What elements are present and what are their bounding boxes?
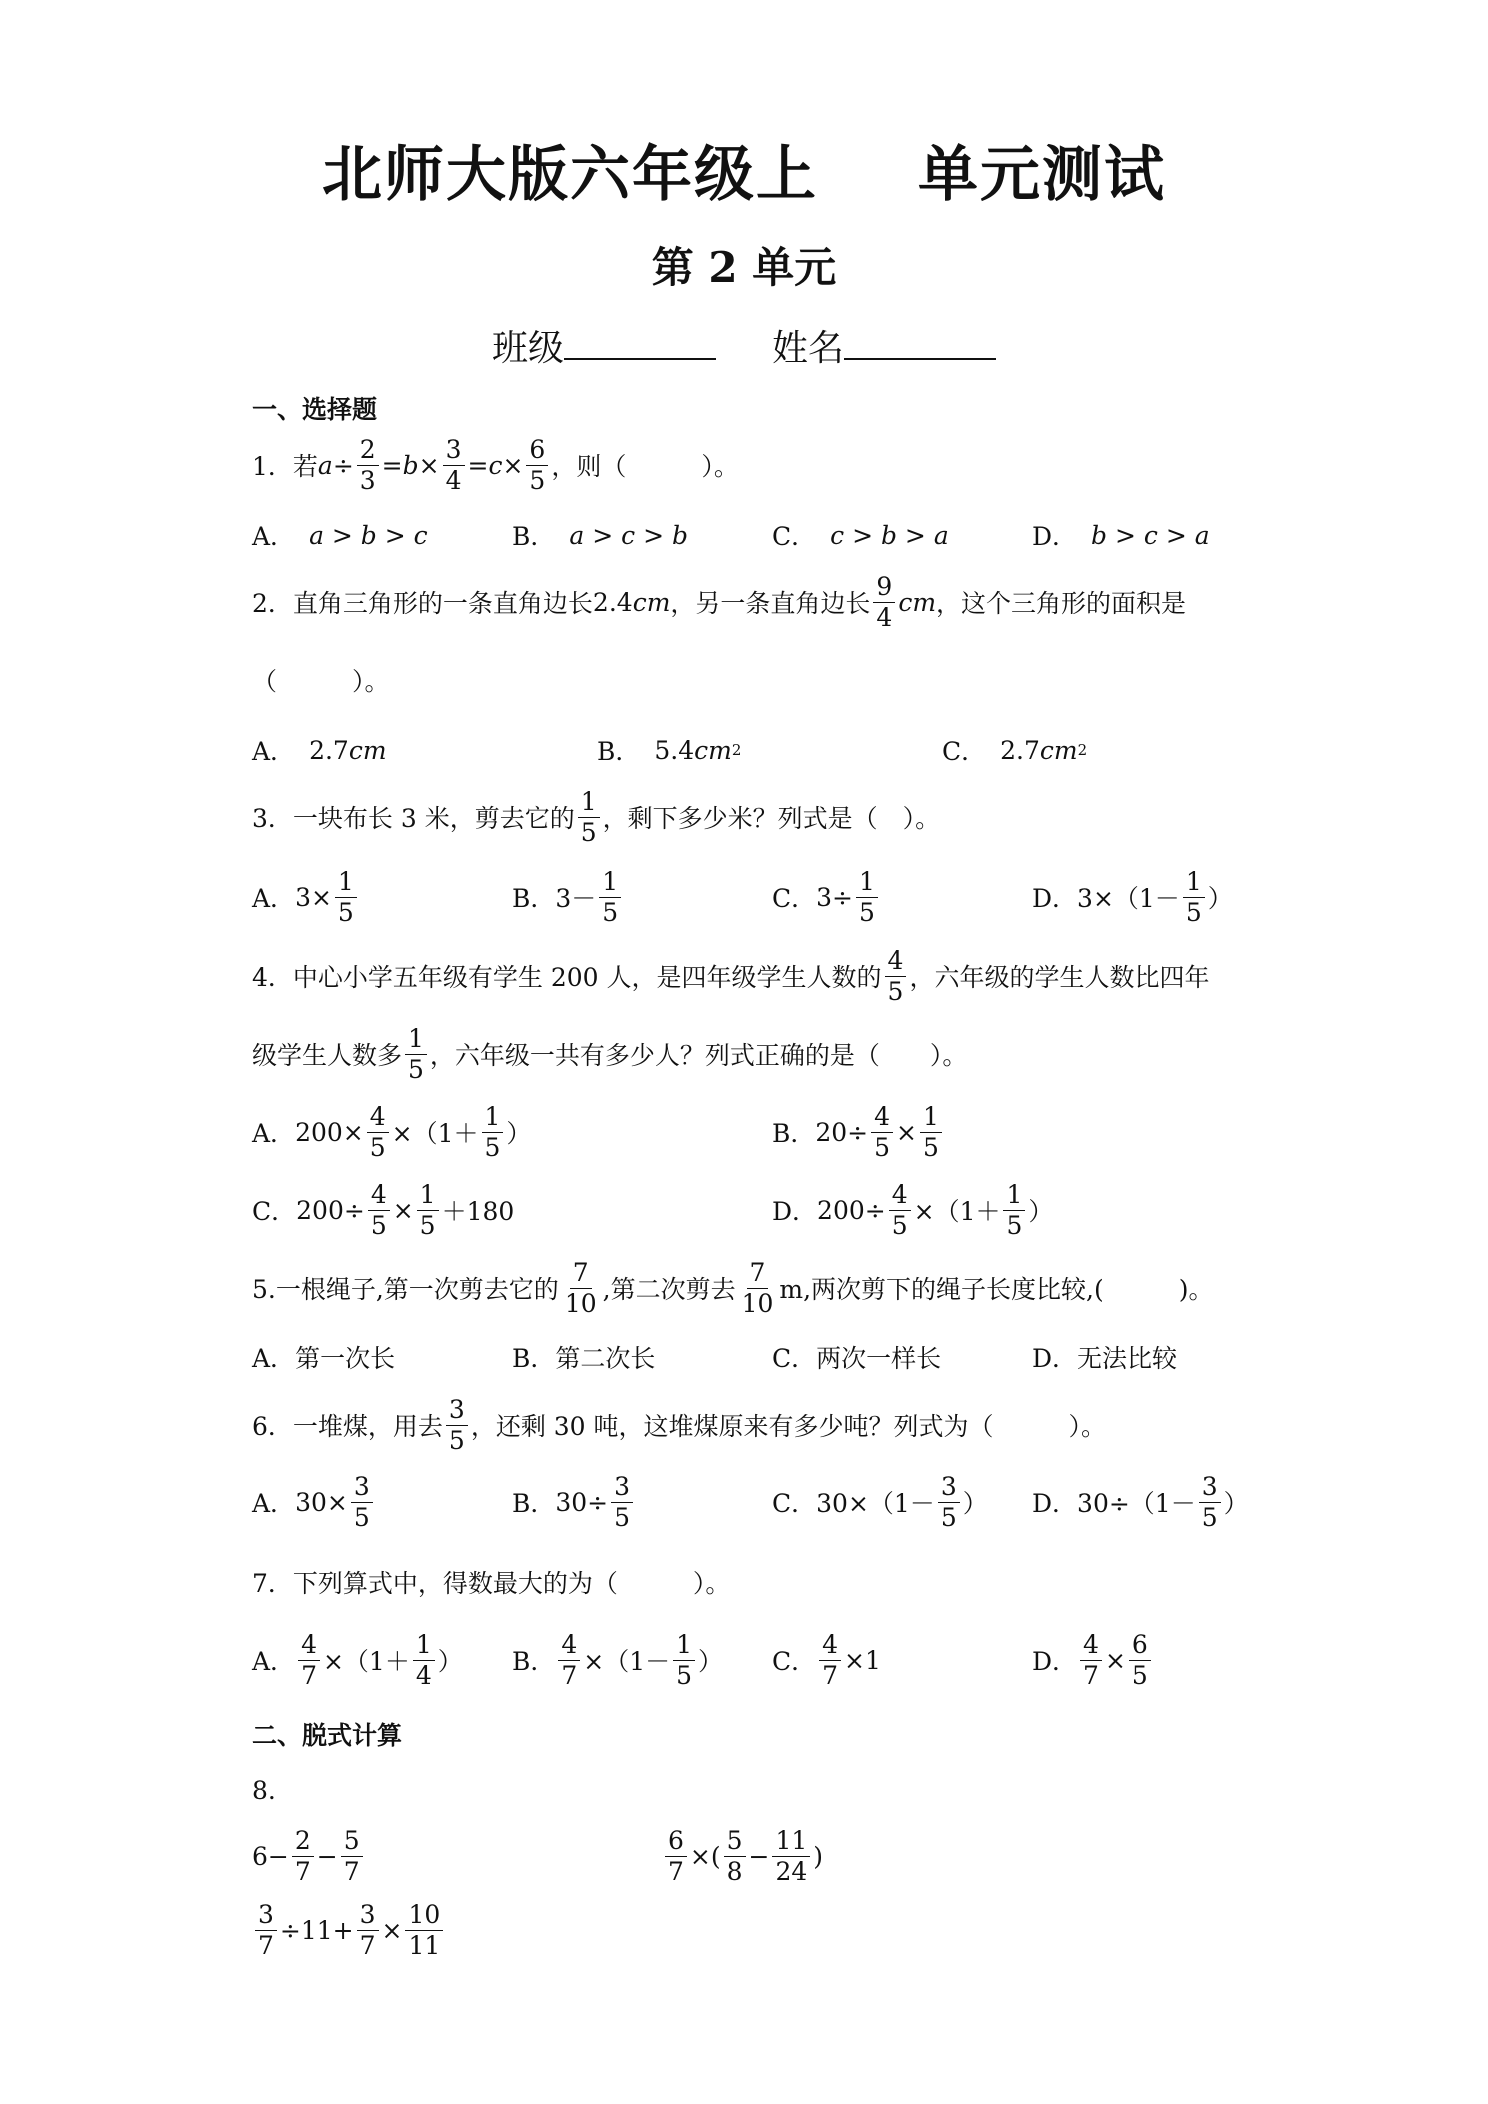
option-unit: cm [348,735,387,765]
frac-num: 3 [1199,1472,1221,1503]
frac-den: 5 [369,1132,386,1162]
expr-frac-3 [772,1826,810,1887]
option-frac-2 [413,1630,435,1691]
option-frac-2 [673,1630,695,1691]
q3-suffix: ，剩下多少米？列式是（ ）。 [602,804,941,833]
option-label: B． [512,1489,556,1518]
frac-num: 3 [611,1472,633,1503]
option-pre: 3×（1－ [1077,884,1180,913]
q1-eq2: = [467,450,489,480]
option-pre: 30×（1－ [816,1489,935,1518]
frac-num: 10 [405,1900,443,1931]
section-choice-heading: 一、选择题 [252,395,378,424]
page-title [0,135,1488,215]
frac-den: 5 [923,1132,939,1162]
option-frac-1 [871,1102,893,1163]
frac-num: 1 [599,867,621,898]
q8-expression-1 [252,1816,366,1896]
q6-option-c[interactable] [772,1462,988,1542]
q4-f1-num: 4 [885,946,907,977]
frac-den: 7 [294,1856,311,1886]
q6-f-num: 3 [446,1395,468,1426]
option-post: ） [506,1119,532,1148]
option-label: A． [252,1344,296,1373]
q5-frac-1 [562,1258,600,1319]
option-mid: ×（1＋ [391,1119,479,1148]
option-label: C． [772,1647,817,1676]
q2-blank: （ ）。 [252,667,390,696]
option-label: D． [1032,1647,1078,1676]
frac-num: 6 [1129,1630,1151,1661]
option-pre: 30÷（1－ [1077,1489,1196,1518]
q6-option-a[interactable] [252,1462,376,1542]
option-frac [856,867,878,928]
option-sup: 2 [1077,741,1088,759]
option-label: D． [1032,1344,1078,1373]
q1-times2: × [502,450,524,480]
frac-num: 3 [357,1900,379,1931]
frac-den: 5 [419,1210,436,1240]
expr-frac-1 [665,1826,687,1887]
q1-f2-num: 3 [443,435,465,466]
q6-f-den: 5 [448,1425,465,1455]
q4-frac-2 [405,1024,427,1085]
option-frac [611,1472,633,1533]
option-label: A． [252,884,296,913]
frac-den: 7 [822,1660,839,1690]
option-frac [351,1472,373,1533]
frac-num: 4 [889,1180,911,1211]
option-frac-2 [920,1102,942,1163]
option-text: c > b > a [830,520,949,550]
q3-option-a[interactable] [252,857,360,937]
option-mid: ×（1－ [583,1647,671,1676]
frac-num: 1 [335,867,357,898]
option-label: B． [512,522,556,551]
q4-line1-suffix: ，六年级的学生人数比四年 [909,963,1210,992]
expr-frac-1 [292,1826,314,1887]
option-post: ＋180 [441,1197,515,1226]
option-frac-1 [298,1630,320,1691]
expr-post: ) [813,1841,824,1871]
option-text: 第二次长 [555,1344,656,1373]
option-post: ） [437,1647,463,1676]
option-label: D． [1032,522,1078,551]
q6-options [252,1462,1312,1542]
q2-blank-line [252,640,390,720]
frac-num: 1 [1003,1180,1025,1211]
expr-frac-2 [341,1826,363,1887]
class-label: 班级 [491,328,564,369]
frac-num: 4 [367,1102,389,1133]
option-post: ） [1207,884,1233,913]
q2-f-den: 4 [876,602,893,632]
frac-num: 4 [871,1102,893,1133]
option-text: a > b > c [309,520,428,550]
q1-eq1: = [381,450,403,480]
option-frac-2 [1129,1630,1151,1691]
frac-den: 5 [874,1132,891,1162]
option-frac-1 [819,1630,841,1691]
option-label: B． [597,737,641,766]
option-label: D． [1032,884,1078,913]
frac-num: 4 [1080,1630,1102,1661]
q2-len1: 2.4 [592,587,633,617]
option-pre: 200÷ [817,1195,886,1225]
q5-f2-den: 10 [741,1288,774,1318]
q1-f1-den: 3 [359,465,376,495]
q1-suffix: ，则（ ）。 [551,452,739,481]
option-text: 两次一样长 [816,1344,942,1373]
frac-den: 5 [891,1210,908,1240]
q4-line2-prefix: 级学生人数多 [252,1041,403,1070]
option-post: ） [698,1647,724,1676]
option-label: B． [772,1119,816,1148]
option-frac [938,1472,960,1533]
q5-prefix: 5.一根绳子,第一次剪去它的 [252,1275,559,1304]
frac-num: 11 [772,1826,810,1857]
q2-frac [873,572,895,633]
frac-den: 5 [1201,1502,1218,1532]
q7-option-a[interactable] [252,1620,463,1700]
option-label: C． [772,1344,817,1373]
option-frac [599,867,621,928]
class-blank[interactable] [564,322,716,360]
frac-den: 11 [408,1930,441,1960]
q2-f-num: 9 [873,572,895,603]
option-pre: 200× [295,1117,364,1147]
q3-option-d[interactable] [1032,857,1233,937]
frac-den: 5 [1006,1210,1023,1240]
question-7 [252,1542,730,1622]
q2-mid: ，另一条直角边长 [670,589,871,618]
option-mid: ×（1＋ [322,1647,410,1676]
option-mid: × [392,1195,414,1225]
expr-mid: ×( [689,1841,721,1871]
option-mid: ×（1＋ [913,1197,1001,1226]
q4-options-row-2 [252,1170,1312,1250]
option-text: b > c > a [1091,520,1210,550]
q7-option-c[interactable] [772,1620,881,1700]
option-pre: 3× [295,882,332,912]
q7-option-b[interactable] [512,1620,723,1700]
q5-f1-den: 10 [564,1288,597,1318]
option-label: B． [512,1344,556,1373]
q1-prefix: 1．若 [252,452,318,481]
frac-den: 5 [602,897,619,927]
q1-frac-3 [526,435,548,496]
option-value: 2.7 [309,735,349,765]
option-text: 无法比较 [1077,1344,1178,1373]
expr-pre: 6− [252,1841,289,1871]
option-pre: 3－ [555,884,597,913]
frac-num: 4 [558,1630,580,1661]
student-info-line [0,322,1488,374]
q1-f1-num: 2 [357,435,379,466]
q1-f3-num: 6 [526,435,548,466]
option-sup: 2 [731,741,742,759]
option-mid: × [1104,1645,1126,1675]
q3-f-num: 1 [578,787,600,818]
option-text: 第一次长 [295,1344,396,1373]
frac-num: 1 [413,1630,435,1661]
q7-options [252,1620,1312,1700]
option-label: A． [252,522,296,551]
option-pre: 30÷ [555,1487,609,1517]
frac-num: 3 [255,1900,277,1931]
option-label: B． [512,884,556,913]
name-blank[interactable] [844,322,996,360]
q7-option-d[interactable] [1032,1620,1154,1700]
option-text: a > c > b [569,520,688,550]
q8-expression-2 [662,1816,823,1896]
expr-mid: ÷11+ [279,1915,354,1945]
frac-den: 5 [940,1502,957,1532]
frac-den: 7 [359,1930,376,1960]
q4-line2-suffix: ，六年级一共有多少人？列式正确的是（ ）。 [429,1041,968,1070]
frac-den: 7 [561,1660,578,1690]
expr-frac-3 [405,1900,443,1961]
q1-f2-den: 4 [445,465,462,495]
q8-label: 8. [252,1775,276,1805]
q3-option-b[interactable] [512,857,624,937]
q3-options [252,857,1312,937]
option-frac-1 [889,1180,911,1241]
q4-line1-prefix: 4．中心小学五年级有学生 200 人，是四年级学生人数的 [252,963,882,992]
option-label: A． [252,1489,296,1518]
frac-den: 7 [1083,1660,1099,1690]
q1-frac-2 [443,435,465,496]
frac-den: 5 [353,1502,370,1532]
q3-option-c[interactable] [772,857,881,937]
frac-den: 8 [726,1856,743,1886]
q4-options-row-1 [252,1092,1312,1172]
option-label: D． [772,1197,818,1226]
option-pre: 3÷ [816,882,853,912]
option-label: A． [252,737,296,766]
q4-option-b[interactable] [772,1092,945,1172]
q2-unit: cm [632,587,671,617]
option-post: ） [962,1489,988,1518]
option-frac-1 [367,1102,389,1163]
expr-frac-1 [255,1900,277,1961]
option-frac-2 [417,1180,439,1241]
question-5 [252,1248,1214,1328]
q1-div: ÷ [332,450,354,480]
option-label: C． [252,1197,297,1226]
q6-suffix: ，还剩 30 吨，这堆煤原来有多少吨？列式为（ ）。 [470,1412,1107,1441]
q8-row-1 [252,1816,1312,1896]
question-1 [252,425,739,505]
frac-num: 5 [341,1826,363,1857]
question-2 [252,562,1186,642]
frac-num: 1 [856,867,878,898]
option-value: 5.4 [654,735,695,765]
q5-suffix: m,两次剪下的绳子长度比较,( )。 [779,1275,1214,1304]
option-frac-2 [482,1102,504,1163]
frac-num: 1 [1183,867,1205,898]
option-post: ） [1223,1489,1249,1518]
frac-den: 5 [370,1210,387,1240]
q4-f2-num: 1 [405,1024,427,1055]
option-label: C． [772,522,817,551]
q1-f3-den: 5 [529,465,546,495]
frac-num: 6 [665,1826,687,1857]
frac-num: 4 [819,1630,841,1661]
option-frac-1 [1080,1630,1102,1691]
question-4-line-1 [252,936,1209,1016]
q2-unit2: cm [898,587,937,617]
option-mid: ×1 [844,1645,881,1675]
frac-num: 1 [482,1102,504,1133]
frac-den: 7 [343,1856,360,1886]
q5-frac-2 [739,1258,777,1319]
q4-option-a[interactable] [252,1092,531,1172]
option-pre: 200÷ [296,1195,365,1225]
frac-den: 5 [1185,897,1202,927]
q6-option-d[interactable] [1032,1462,1249,1542]
frac-den: 5 [676,1660,693,1690]
q5-f1-num: 7 [570,1258,592,1289]
question-4-line-2 [252,1014,967,1094]
frac-num: 1 [673,1630,695,1661]
title-right: 单元测试 [918,140,1166,210]
q6-prefix: 6．一堆煤，用去 [252,1412,443,1441]
name-label: 姓名 [772,328,845,369]
option-label: C． [772,1489,817,1518]
q2-suffix: ，这个三角形的面积是 [936,589,1187,618]
frac-den: 5 [484,1132,501,1162]
frac-num: 4 [298,1630,320,1661]
option-unit: cm [694,735,732,765]
option-mid: × [896,1117,917,1147]
q5-f2-num: 7 [747,1258,769,1289]
q3-prefix: 3．一块布长 3 米，剪去它的 [252,804,575,833]
q1-frac-1 [357,435,379,496]
question-3 [252,777,940,857]
q4-f1-den: 5 [887,976,904,1006]
q5-mid: ,第二次剪去 [602,1275,736,1304]
frac-num: 5 [724,1826,746,1857]
title-left: 北师大版六年级上 [322,140,818,210]
q4-f2-den: 5 [408,1054,424,1084]
option-value: 2.7 [1000,735,1040,765]
frac-den: 5 [337,897,354,927]
q4-frac-1 [885,946,907,1007]
frac-den: 7 [258,1930,274,1960]
frac-den: 5 [1131,1660,1148,1690]
q8-expression-3 [252,1890,446,1970]
option-frac [1199,1472,1221,1533]
frac-num: 1 [417,1180,439,1211]
q3-frac [578,787,600,848]
option-frac-1 [368,1180,390,1241]
frac-den: 5 [859,897,875,927]
q4-option-d[interactable] [772,1170,1053,1250]
option-frac [335,867,357,928]
q3-f-den: 5 [580,817,597,847]
frac-num: 3 [938,1472,960,1503]
option-label: B． [512,1647,556,1676]
option-label: A． [252,1119,296,1148]
option-label: C． [942,737,987,766]
option-pre: 30× [295,1487,348,1517]
q6-option-b[interactable] [512,1462,636,1542]
q2-prefix: 2．直角三角形的一条直角边长 [252,589,593,618]
unit-subtitle: 第 2 单元 [651,243,837,292]
option-label: C． [772,884,817,913]
question-6 [252,1385,1106,1465]
q8-row-2 [252,1890,1312,1970]
option-label: D． [1032,1489,1078,1518]
q4-option-c[interactable] [252,1170,514,1250]
expr-frac-2 [357,1900,379,1961]
frac-num: 3 [351,1472,373,1503]
q7-text: 7．下列算式中，得数最大的为（ ）。 [252,1569,731,1598]
option-pre: 20÷ [815,1117,869,1147]
option-frac-2 [1003,1180,1025,1241]
q1-times1: × [418,450,440,480]
expr-frac-2 [724,1826,746,1887]
frac-num: 1 [920,1102,942,1133]
frac-den: 7 [301,1660,317,1690]
q2-option-c[interactable] [942,710,1087,790]
option-frac [1183,867,1205,928]
frac-den: 4 [415,1660,432,1690]
section-calc-heading: 二、脱式计算 [252,1721,403,1750]
q6-frac [446,1395,468,1456]
q1-var-c: c [488,450,503,480]
frac-den: 7 [668,1856,684,1886]
expr-mid2: − [748,1841,770,1871]
option-label: A． [252,1647,296,1676]
option-frac-1 [558,1630,580,1691]
q1-var-a: a [317,450,333,480]
frac-num: 2 [292,1826,314,1857]
option-post: ） [1028,1197,1054,1226]
expr-mid2: × [381,1915,403,1945]
frac-den: 5 [614,1502,631,1532]
frac-num: 4 [368,1180,390,1211]
frac-den: 24 [775,1856,808,1886]
expr-mid: − [316,1841,338,1871]
q1-var-b: b [402,450,419,480]
option-unit: cm [1039,735,1078,765]
